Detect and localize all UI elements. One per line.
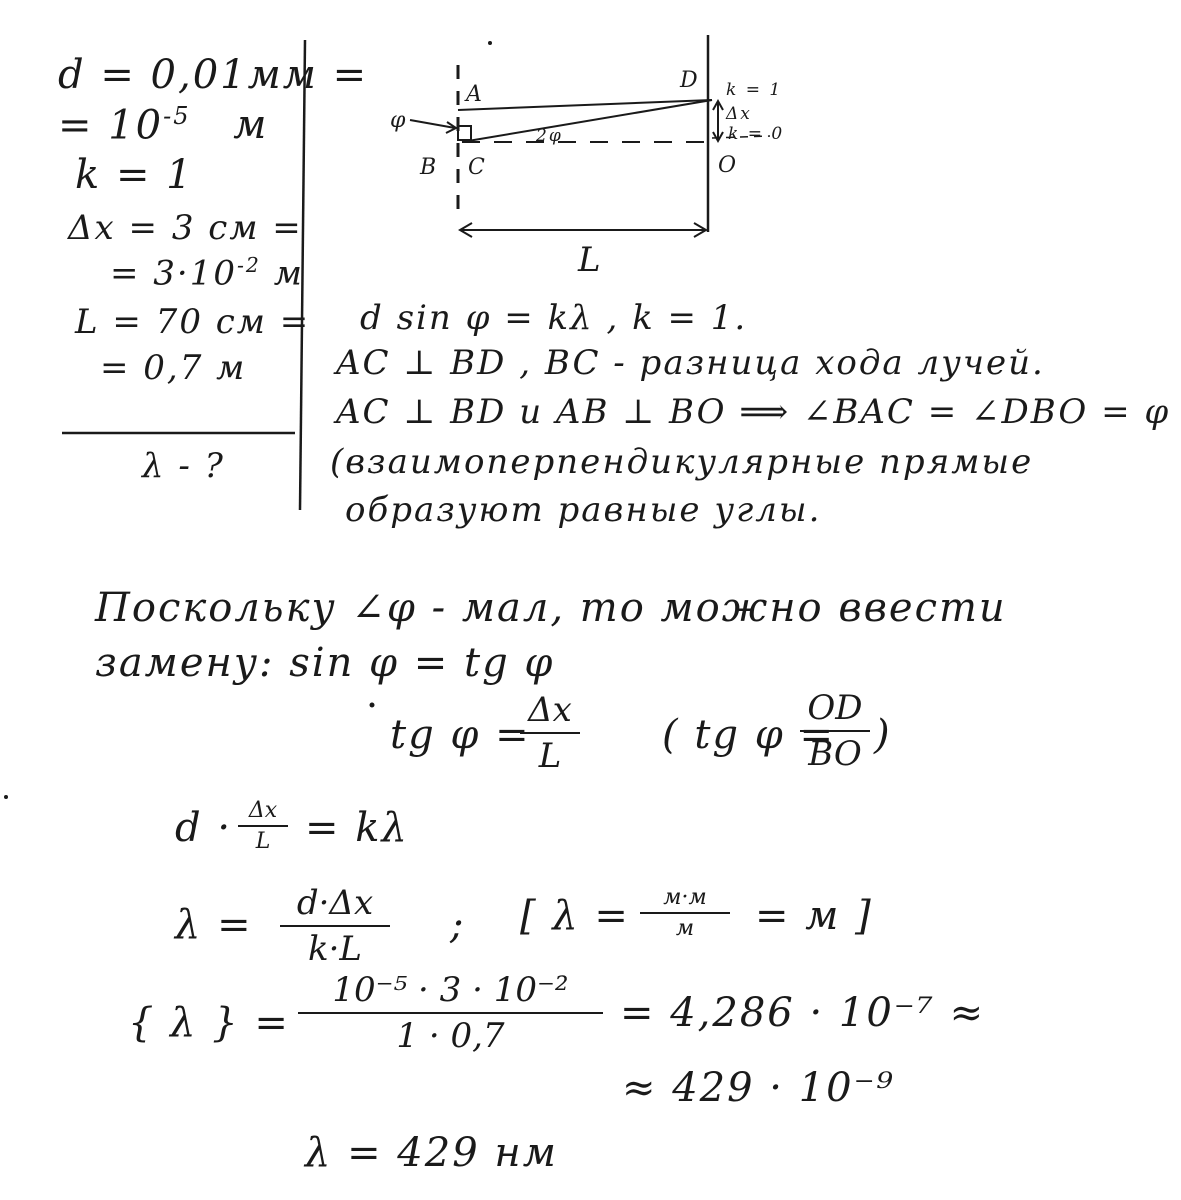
explanation-line1: d sin φ = kλ , k = 1.	[360, 298, 748, 338]
label-D: D	[680, 68, 700, 93]
solution-line2: замену: sin φ = tg φ	[95, 640, 555, 686]
units-fraction	[640, 885, 730, 941]
given-L-line1: L = 70 см =	[75, 302, 311, 342]
given-d-line1: d = 0,01мм =	[58, 52, 369, 98]
units-den: м	[675, 916, 695, 941]
given-dx-exp: -2	[237, 253, 261, 277]
tg-eq-den: L	[538, 736, 562, 776]
ray-AD	[458, 100, 712, 110]
explanation-line3: AC ⊥ BD и AB ⊥ BO ⟹ ∠BAC = ∠DBO = φ	[336, 392, 1171, 432]
label-A: A	[466, 82, 484, 107]
eq1-lhs: d ·	[175, 805, 233, 851]
given-d-line2	[58, 102, 268, 148]
given-d-value: = 10	[58, 102, 164, 149]
label-phi: φ	[390, 108, 408, 133]
ray-BD	[462, 100, 712, 142]
eq2-num: d·Δx	[296, 883, 374, 923]
label-B: B	[420, 155, 439, 180]
units-rhs: = м ]	[755, 893, 873, 939]
eq3-den: 1 · 0,7	[396, 1016, 505, 1056]
find-lambda: λ - ?	[142, 446, 225, 486]
given-d-exp: -5	[163, 102, 191, 130]
answer: λ = 429 нм	[305, 1130, 558, 1176]
explanation-line5: образуют равные углы.	[345, 490, 822, 530]
eq3-rhs: = 4,286 · 10⁻⁷ ≈	[620, 990, 986, 1036]
eq1-den: L	[255, 829, 271, 854]
tg-eq-num: Δx	[528, 690, 572, 730]
label-C: C	[468, 155, 487, 180]
tg2-eq-den: BO	[808, 734, 862, 774]
eq2-den: k·L	[308, 929, 362, 969]
given-dx-value: = 3·10	[110, 253, 237, 294]
given-k: k = 1	[75, 152, 194, 198]
eq3-num: 10⁻⁵ · 3 · 10⁻²	[332, 970, 569, 1010]
eq1-rhs: = kλ	[305, 805, 409, 851]
units-lhs: [ λ =	[520, 893, 630, 939]
tg2-eq-close: )	[874, 712, 892, 758]
given-dx-line2	[110, 253, 304, 293]
eq3-fraction	[298, 970, 603, 1056]
label-2phi: 2φ	[536, 126, 563, 146]
given-dx-unit: м	[273, 253, 304, 294]
explanation-line4: (взаимоперпендикулярные прямые	[330, 442, 1034, 482]
tg-eq-fraction	[520, 690, 580, 776]
given-L-line2: = 0,7 м	[100, 348, 247, 388]
eq2-fraction	[280, 883, 390, 969]
tg2-eq-lhs: ( tg φ =	[662, 712, 835, 758]
tg-eq-lhs: tg φ =	[390, 712, 531, 758]
label-dx: Δx	[726, 104, 752, 124]
units-num: м·м	[663, 885, 707, 910]
solution-line1: Поскольку ∠φ - мал, то можно ввести	[95, 585, 1007, 631]
eq2-lhs: λ =	[175, 902, 253, 948]
tg2-eq-fraction	[800, 688, 870, 774]
given-d-unit: м	[233, 102, 269, 149]
tg2-eq-num: OD	[807, 688, 863, 728]
label-L: L	[578, 240, 603, 280]
right-angle-mark	[458, 126, 471, 140]
explanation-line2: AC ⊥ BD , BC - разница хода лучей.	[336, 343, 1045, 383]
given-dx-line1: Δx = 3 см =	[68, 208, 303, 248]
eq2-sep: ;	[450, 902, 466, 948]
eq3-lhs: { λ } =	[128, 1000, 290, 1046]
eq1-num: Δx	[248, 798, 278, 823]
label-O: O	[718, 153, 739, 178]
eq4: ≈ 429 · 10⁻⁹	[622, 1065, 895, 1111]
label-k1: k = 1	[726, 80, 783, 100]
eq1-fraction	[238, 798, 288, 854]
label-k0: k = 0	[728, 124, 785, 144]
